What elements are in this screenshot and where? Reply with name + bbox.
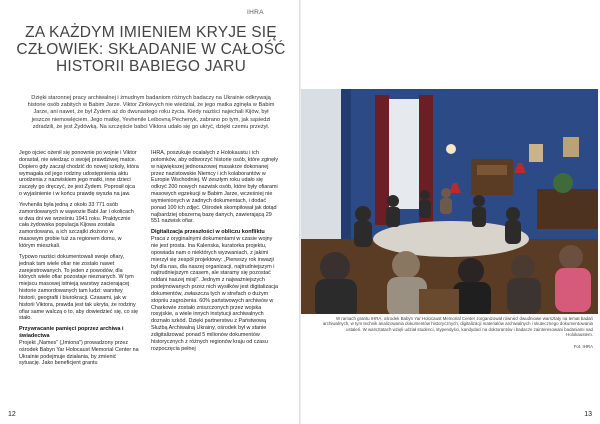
photo-credit: Fot. IHRA bbox=[573, 344, 593, 349]
body-paragraph: Jego ojciec ożenił się ponownie po wojnie i Viktor dorastał, nie wiedząc o swojej prawdziwej matce. Dopiero gdy zaczął chodzić do nowej szkoły, która wymagała od jego rodziny udostępnienia aktu urodzenia z nazwiskiem jego matki, inne dzieci zaczęły go dręczyć, że jest Żydem. Poprosił ojca o wyjaśnienie i w końcu prawdę wyszła na jaw. bbox=[19, 150, 139, 198]
body-paragraph: Praca z oryginalnymi dokumentami w czasie wojny nie jest prosta. Ina Kalenska, kuratorka projektu, opowiada nam o niektórych wyzwaniach, z jakimi mierzył się zespół projektowy: „Pierwszy rok inwazji był dla nas, dla naszej organizacji, najtrudniejszym i najtrudniejszym czasem, ale staramy się pozostać oddani naszej misji”. Jednym z najważniejszych podejmowanych przez nich wysiłków jest digitalizacja dokumentów, zwłaszcza tych w strefach o dużym stopniu zagrożenia. 60% państwowych archiwów w Charkowie zostało zniszczonych przez wojska rosyjskie, a wiele innych instytucji archiwalnych doznało szkód. Dzięki partnerstwu z Państwową Służbą Archiwalną Ukrainy, ośrodek był w stanie zdigitalizować ponad 5 milionów dokumentów historycznych z różnych regionów kraju od czasu rozpoczęcia pełnej bbox=[151, 236, 279, 352]
subheading: Przywracanie pamięci poprzez archiwa i świadectwa bbox=[19, 326, 124, 340]
headline-line-2: CZŁOWIEK: SKŁADANIE W CAŁOŚĆ bbox=[16, 41, 286, 58]
page-number-right: 13 bbox=[584, 411, 592, 418]
photo-caption: W ramach grantu IHRA, ośrodek Babyn Yar Holocaust Memorial Center zorganizował również dwudniowe warsztaty na temat badań archiwalnych, w tym technik analizowania dokumentów historycznych, digitalizacji materiałów archiwalnych i skutecznego dokumentowania ustaleń. W warsztatach wzięli udział studenci, stypendyści, kandydaci na doktorantów i badacze zainteresowani badaniami nad Holokaustem. bbox=[322, 316, 593, 338]
subheading: Digitalizacja przeszłości w obliczu konfliktu bbox=[151, 229, 265, 236]
text-column-left bbox=[19, 150, 139, 371]
body-paragraph: Projekt „Names” („Imiona”) prowadzony przez ośrodek Babyn Yar Holocaust Memorial Center na Ukrainie podejmuje działania, by zmienić sytuację. Jako beneficjent grantu bbox=[19, 339, 139, 367]
body-paragraph: Typowo naziści dokumentowali swoje ofiary, jednak tam wiele ofiar nie zostało nawet zarejestrowanych. To jeden z powodów, dla których wiele ofiar pozostaje nieznanych. W tym miejscu masowej istnieją warstwy zacierającej historie zamordowanych tam ludzi: warstwy historii, geografii i biurokracji. Czasami, jak w historii Viktora, prawda jest tak ukryta, że rodziny ofiar same walczą o to, aby dowiedzieć się, co się stało. bbox=[19, 253, 138, 322]
left-page bbox=[0, 0, 299, 424]
workshop-photo bbox=[301, 89, 598, 314]
page-number-left: 12 bbox=[8, 411, 16, 418]
section-tag: IHRA bbox=[247, 9, 264, 16]
body-paragraph: Yevhenila była jedną z około 33 771 osób zamordowanych w wąwozie Babi Jar i okolicach w dwa dni we wrześniu 1941 roku. Praktycznie cała żydowska populacja Kijowa została zamordowana, a ich szczątki złożono w masowym grobie tuż za regionem domu, w którym mieszkali. bbox=[19, 201, 134, 249]
article-headline bbox=[14, 24, 288, 75]
lead-paragraph: Dzięki staronnej pracy archiwalnej i żmudnym badaniom różnych badaczy na Ukrainie odkrywają historie osób zabitych w Babim Jarze. Viktor Zinkevych nie wiedział, że jego matka zginęła w Babim Jarze, ani nawet, że był Żydem aż do dwunastego roku życia. Kiedy naziści najechali Kijów, był jeszcze niemowlęciem. Jego matkę, Yevhenile Leibovną Pechenyk, zabrano po tym, jak sąsiedzi zdradzili, że jest Żydówką. Na szczęście babci Viktora udało się go ukryć, dzięki czemu przeżył. bbox=[27, 95, 275, 130]
body-paragraph: IHRA, poszukuje ocalałych z Holokaustu i ich potomków, aby odtworzyć historie osób, które zginęły w największej jednorazowej masakrze dokonanej przez nazistowskie Niemcy i ich kolaborantów w Europie Wschodniej. W zeszłym roku udało się odkryć 200 nowych nazwisk osób, które były ofiarami masowych egzekucji w Babim Jarze, wcześniej nie wymienionych w żadnych dokumentach, i dodać ponad 100 ich zdjęć. Ośrodek skompilował jak dotąd najbardziej obszerną bazę danych, zawierającą 29 551 nazwisk ofiar. bbox=[151, 150, 279, 225]
headline-line-3: HISTORII BABIEGO JARU bbox=[56, 58, 246, 75]
workshop-photo-illustration bbox=[301, 89, 598, 314]
headline-line-1: ZA KAŻDYM IMIENIEM KRYJE SIĘ bbox=[25, 24, 277, 41]
text-column-right bbox=[151, 150, 280, 356]
right-page bbox=[301, 0, 600, 424]
